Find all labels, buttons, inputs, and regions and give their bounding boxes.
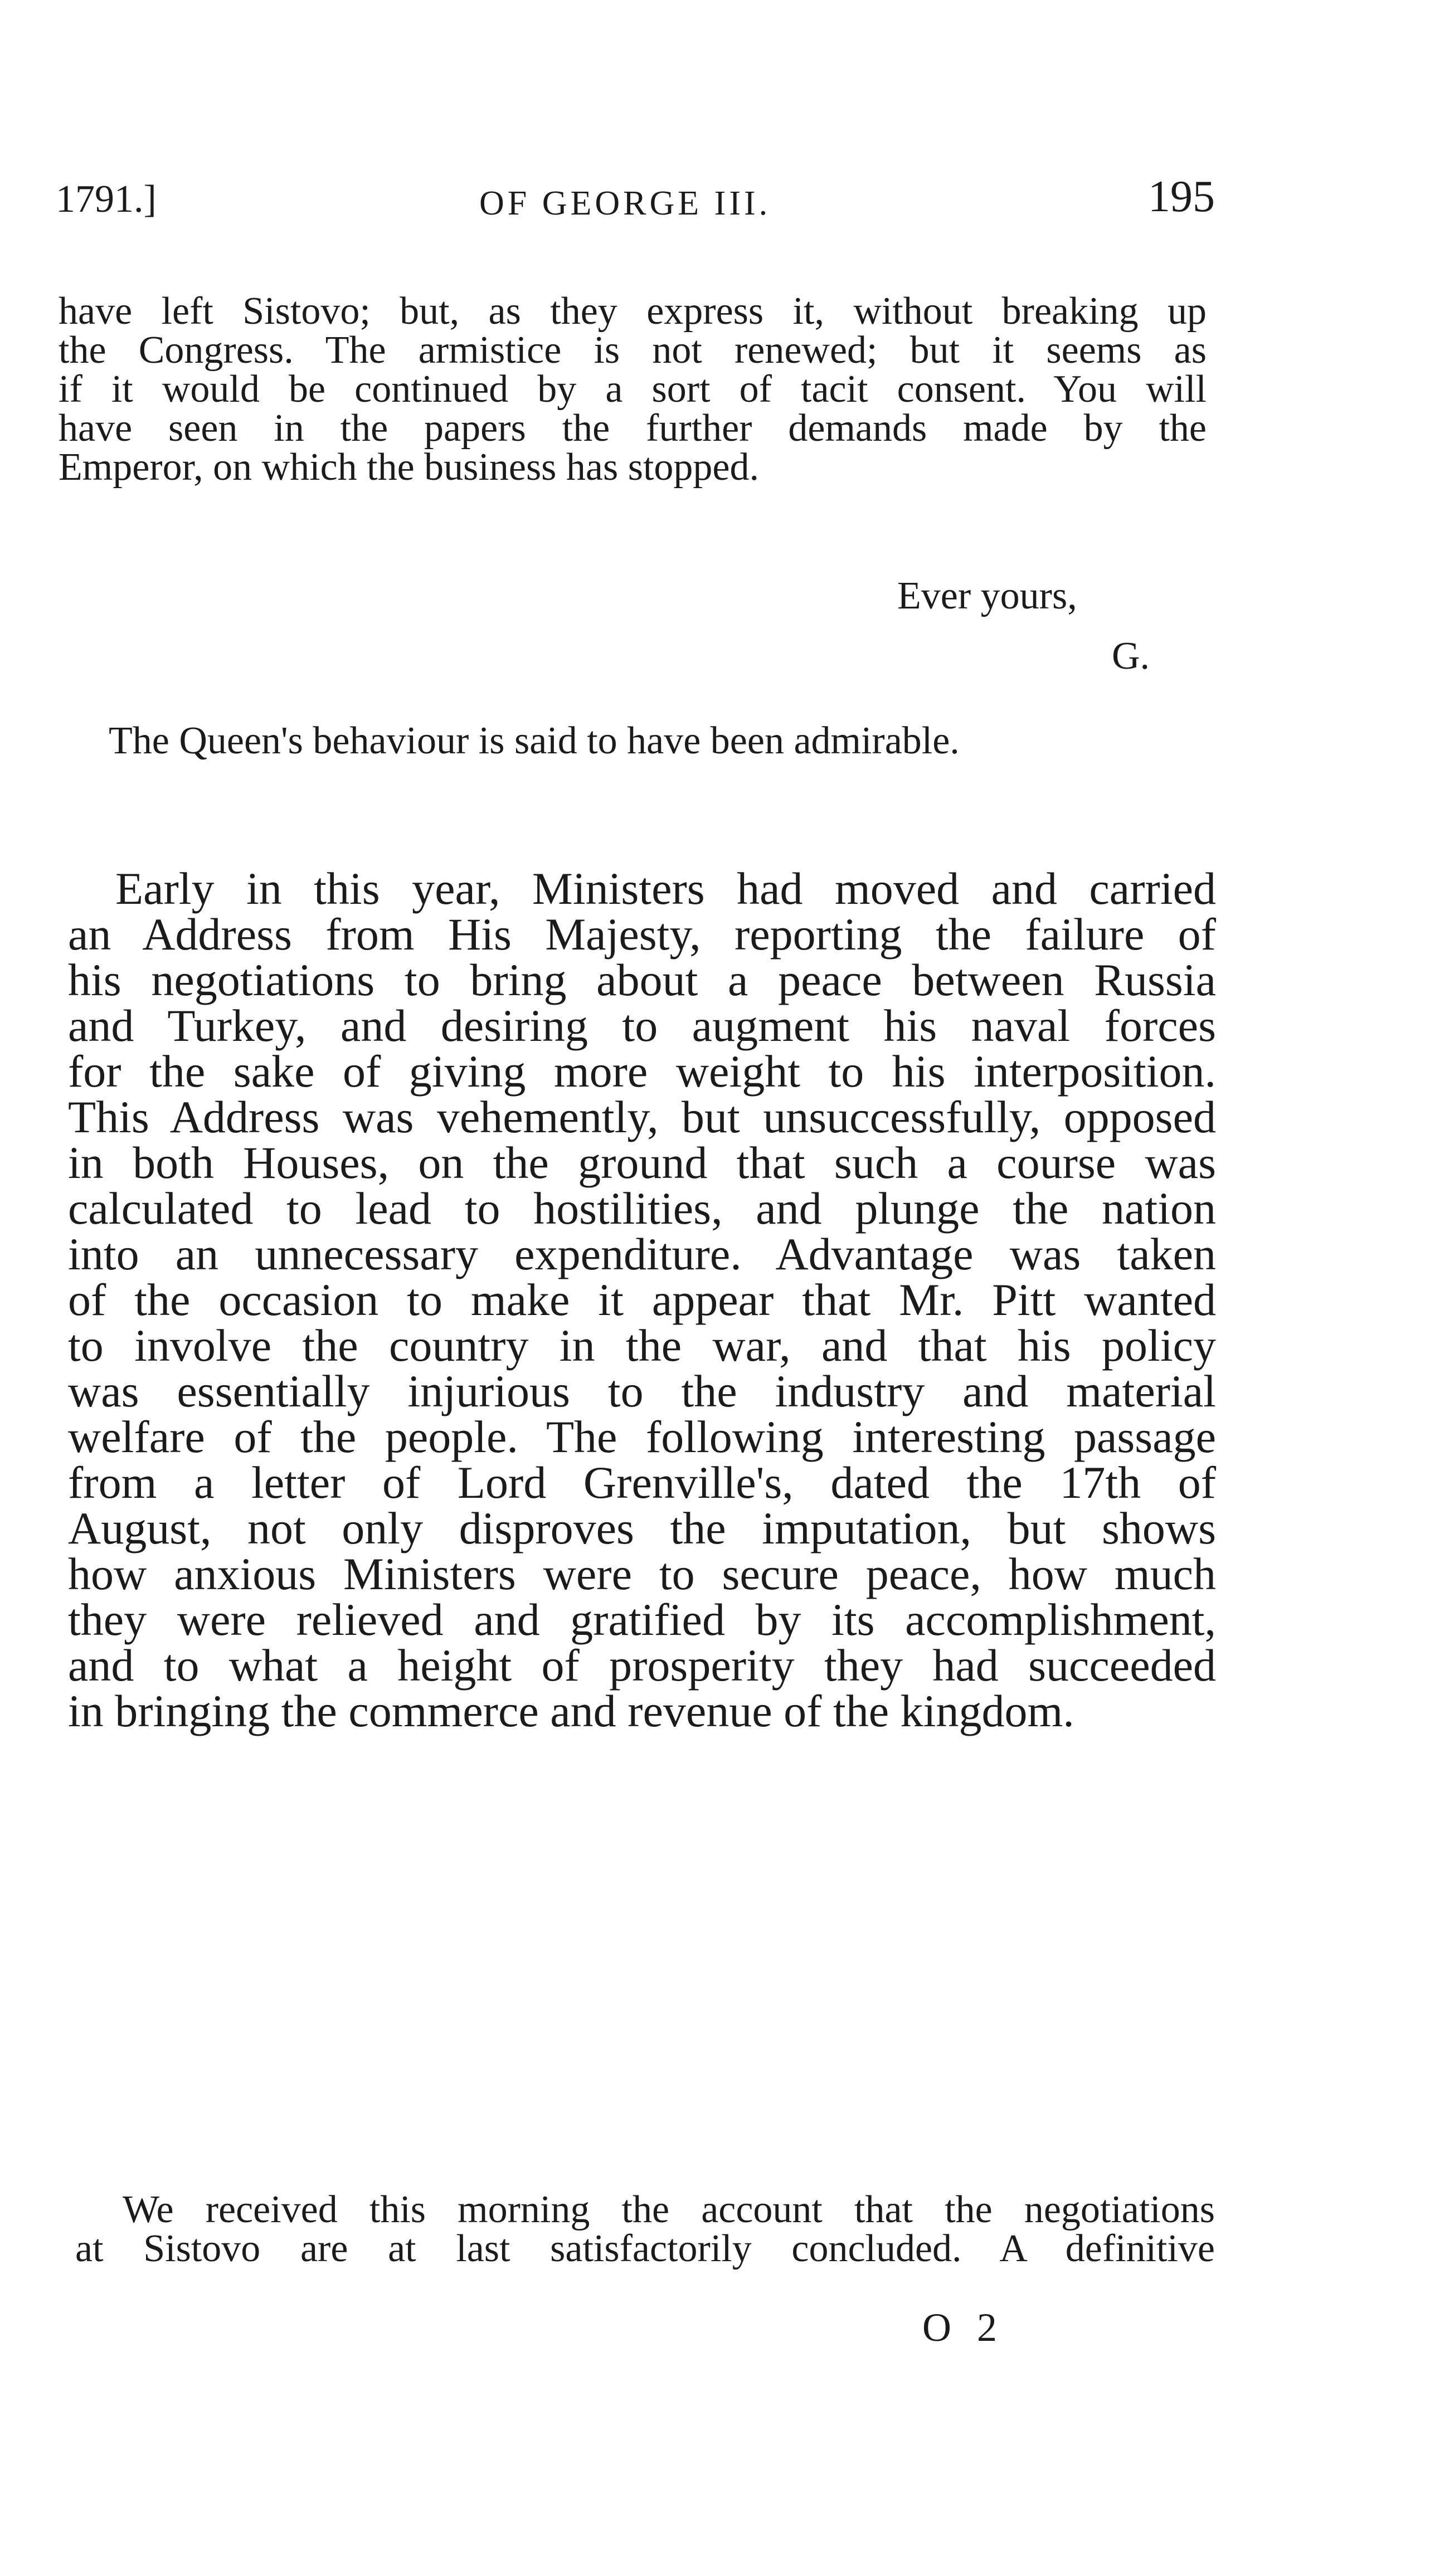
narrative-line: for the sake of giving more weight to his interposition. (68, 1046, 1216, 1097)
narrative-line: This Address was vehemently, but unsuccessfully, opposed (68, 1092, 1216, 1142)
letter-line: have left Sistovo; but, as they express it, without breaking up (59, 290, 1207, 333)
letter-line: Emperor, on which the business has stopped. (59, 446, 759, 489)
letter-signature: G. (1112, 635, 1150, 678)
letter-closing: Ever yours, (897, 574, 1077, 617)
narrative-line: his negotiations to bring about a peace between Russia (68, 955, 1216, 1005)
letter-line: the Congress. The armistice is not renewed; but it seems as (59, 329, 1207, 372)
letter-excerpt (75, 2180, 1215, 2270)
narrative-line: an Address from His Majesty, reporting the failure of (68, 909, 1216, 960)
narrative-line: August, not only disproves the imputation, but shows (68, 1503, 1216, 1554)
printer-signature-mark: O 2 (922, 2305, 1005, 2350)
narrative-line: welfare of the people. The following interesting passage (68, 1411, 1216, 1462)
narrative-line: in bringing the commerce and revenue of the kingdom. (68, 1686, 1074, 1736)
narrative-line: from a letter of Lord Grenville's, dated the 17th of (68, 1457, 1216, 1508)
narrative-line: in both Houses, on the ground that such a course was (68, 1137, 1216, 1188)
letter-line: have seen in the papers the further demands made by the (59, 407, 1207, 450)
postscript: The Queen's behaviour is said to have been admirable. (109, 719, 960, 762)
page-number: 195 (1148, 172, 1215, 221)
narrative-line: and to what a height of prosperity they had succeeded (68, 1640, 1216, 1691)
letter-line: at Sistovo are at last satisfactorily concluded. A definitive (75, 2227, 1215, 2270)
narrative-line: of the occasion to make it appear that Mr. Pitt wanted (68, 1274, 1216, 1325)
letter-line: We received this morning the account that the negotiations (123, 2188, 1215, 2231)
narrative-line: how anxious Ministers were to secure peace, how much (68, 1548, 1216, 1599)
narrative-line: and Turkey, and desiring to augment his naval forces (68, 1000, 1216, 1051)
narrative-line: they were relieved and gratified by its accomplishment, (68, 1594, 1216, 1645)
narrative-paragraph (68, 855, 1216, 1736)
narrative-line: into an unnecessary expenditure. Advantage was taken (68, 1229, 1216, 1279)
letter-continued (59, 281, 1207, 489)
header-year: 1791.] (56, 178, 157, 221)
letter-line: if it would be continued by a sort of tacit consent. You will (59, 368, 1207, 411)
narrative-line: to involve the country in the war, and that his policy (68, 1320, 1216, 1371)
running-header (56, 172, 1215, 244)
narrative-line: was essentially injurious to the industry and material (68, 1366, 1216, 1416)
narrative-line: Early in this year, Ministers had moved and carried (115, 863, 1216, 914)
running-title: OF GEORGE III. (479, 184, 771, 222)
narrative-line: calculated to lead to hostilities, and plunge the nation (68, 1183, 1216, 1234)
